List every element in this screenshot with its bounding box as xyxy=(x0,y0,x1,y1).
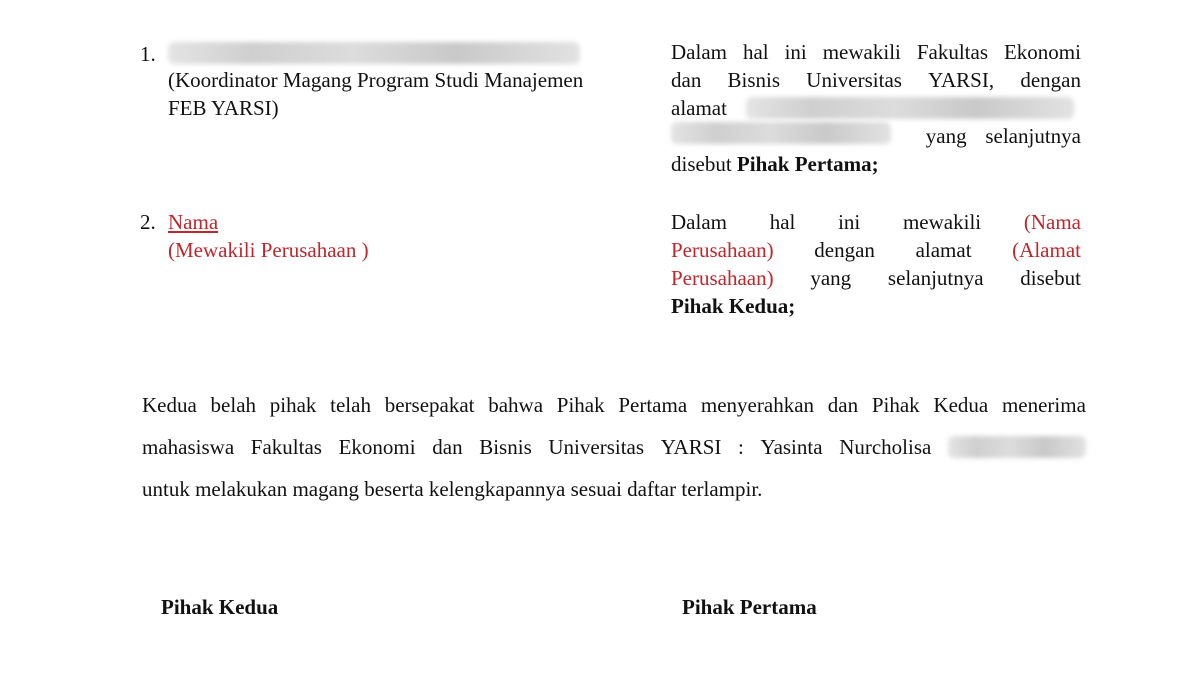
word: bersepakat xyxy=(384,393,475,417)
party2-role: (Mewakili Perusahaan ) xyxy=(168,238,369,262)
word: hal xyxy=(769,210,796,234)
word: selanjutnya xyxy=(887,266,984,290)
word: dengan xyxy=(814,238,875,262)
party1-desc-line4 xyxy=(671,122,1081,150)
word: yang xyxy=(925,124,967,148)
word: Bisnis xyxy=(727,68,781,92)
word: alamat xyxy=(915,238,972,262)
party2-description xyxy=(671,208,1081,320)
word: mewakili xyxy=(902,210,982,234)
agreement-line3: untuk melakukan magang beserta kelengkapannya sesuai daftar terlampir. xyxy=(142,477,763,501)
word: selanjutnya xyxy=(985,124,1081,148)
party1-desc-line1 xyxy=(671,38,1081,66)
word: Pertama xyxy=(618,393,688,417)
placeholder-nama: (Nama xyxy=(1023,210,1081,234)
placeholder-perusahaan-2: Perusahaan) xyxy=(671,266,774,290)
agreement-line2 xyxy=(142,426,1086,468)
word: : xyxy=(738,435,744,459)
agreement-line1 xyxy=(142,384,1086,426)
word: menerima xyxy=(1001,393,1086,417)
party2-desc-line1 xyxy=(671,208,1081,236)
pihak-pertama-label: Pihak Pertama; xyxy=(736,152,879,176)
word: Dalam xyxy=(671,40,727,64)
word: dan xyxy=(671,68,702,92)
party2-desc-line2 xyxy=(671,236,1081,264)
word: Universitas xyxy=(548,435,645,459)
word: Fakultas xyxy=(916,40,989,64)
word: Dalam xyxy=(671,210,727,234)
word: telah xyxy=(330,393,371,417)
address-redacted xyxy=(746,97,1074,119)
word: Ekonomi xyxy=(338,435,416,459)
agreement-paragraph xyxy=(142,384,1086,510)
word: Pihak xyxy=(556,393,605,417)
party1-role-line1: (Koordinator Magang Program Studi Manajemen xyxy=(168,68,584,92)
word: mewakili xyxy=(822,40,901,64)
word: YARSI, xyxy=(928,68,995,92)
word: Kedua xyxy=(142,393,197,417)
word: dan xyxy=(432,435,463,459)
word: YARSI xyxy=(660,435,722,459)
party2-name: Nama xyxy=(168,210,219,234)
party1-role-line2: FEB YARSI) xyxy=(168,96,279,120)
party2-desc-line3 xyxy=(671,264,1081,292)
party1-description xyxy=(671,38,1081,178)
party1-name-redacted xyxy=(168,42,580,64)
word: Bisnis xyxy=(479,435,532,459)
word: dengan xyxy=(1020,68,1081,92)
word: ini xyxy=(784,40,807,64)
alamat-label: alamat xyxy=(671,96,727,120)
word: disebut xyxy=(671,152,737,176)
word: hal xyxy=(742,40,769,64)
student-name: Nurcholisa xyxy=(839,435,932,459)
party1-desc-line2 xyxy=(671,66,1081,94)
pihak-kedua-label: Pihak Kedua; xyxy=(671,294,796,318)
signature-pihak-pertama: Pihak Pertama xyxy=(682,595,817,619)
party2-number: 2. xyxy=(140,210,156,234)
address-redacted-2 xyxy=(671,122,891,144)
placeholder-perusahaan: Perusahaan) xyxy=(671,238,774,262)
word: disebut xyxy=(1020,266,1081,290)
word: bahwa xyxy=(488,393,544,417)
party1-desc-line3 xyxy=(671,94,1081,122)
word: Fakultas xyxy=(250,435,322,459)
word: Universitas xyxy=(806,68,902,92)
word: Pihak xyxy=(871,393,920,417)
party1-desc-line5 xyxy=(671,150,1081,178)
word: pihak xyxy=(269,393,317,417)
word: menyerahkan xyxy=(700,393,815,417)
word: belah xyxy=(210,393,257,417)
word: mahasiswa xyxy=(142,435,235,459)
word: Yasinta xyxy=(760,435,823,459)
word: Ekonomi xyxy=(1003,40,1081,64)
word: dan xyxy=(827,393,859,417)
word: Kedua xyxy=(933,393,989,417)
party1-number: 1. xyxy=(140,42,156,66)
placeholder-alamat: (Alamat xyxy=(1012,238,1081,262)
word: ini xyxy=(838,210,861,234)
word: yang xyxy=(810,266,852,290)
signature-pihak-kedua: Pihak Kedua xyxy=(161,595,279,619)
student-id-redacted xyxy=(948,436,1086,458)
